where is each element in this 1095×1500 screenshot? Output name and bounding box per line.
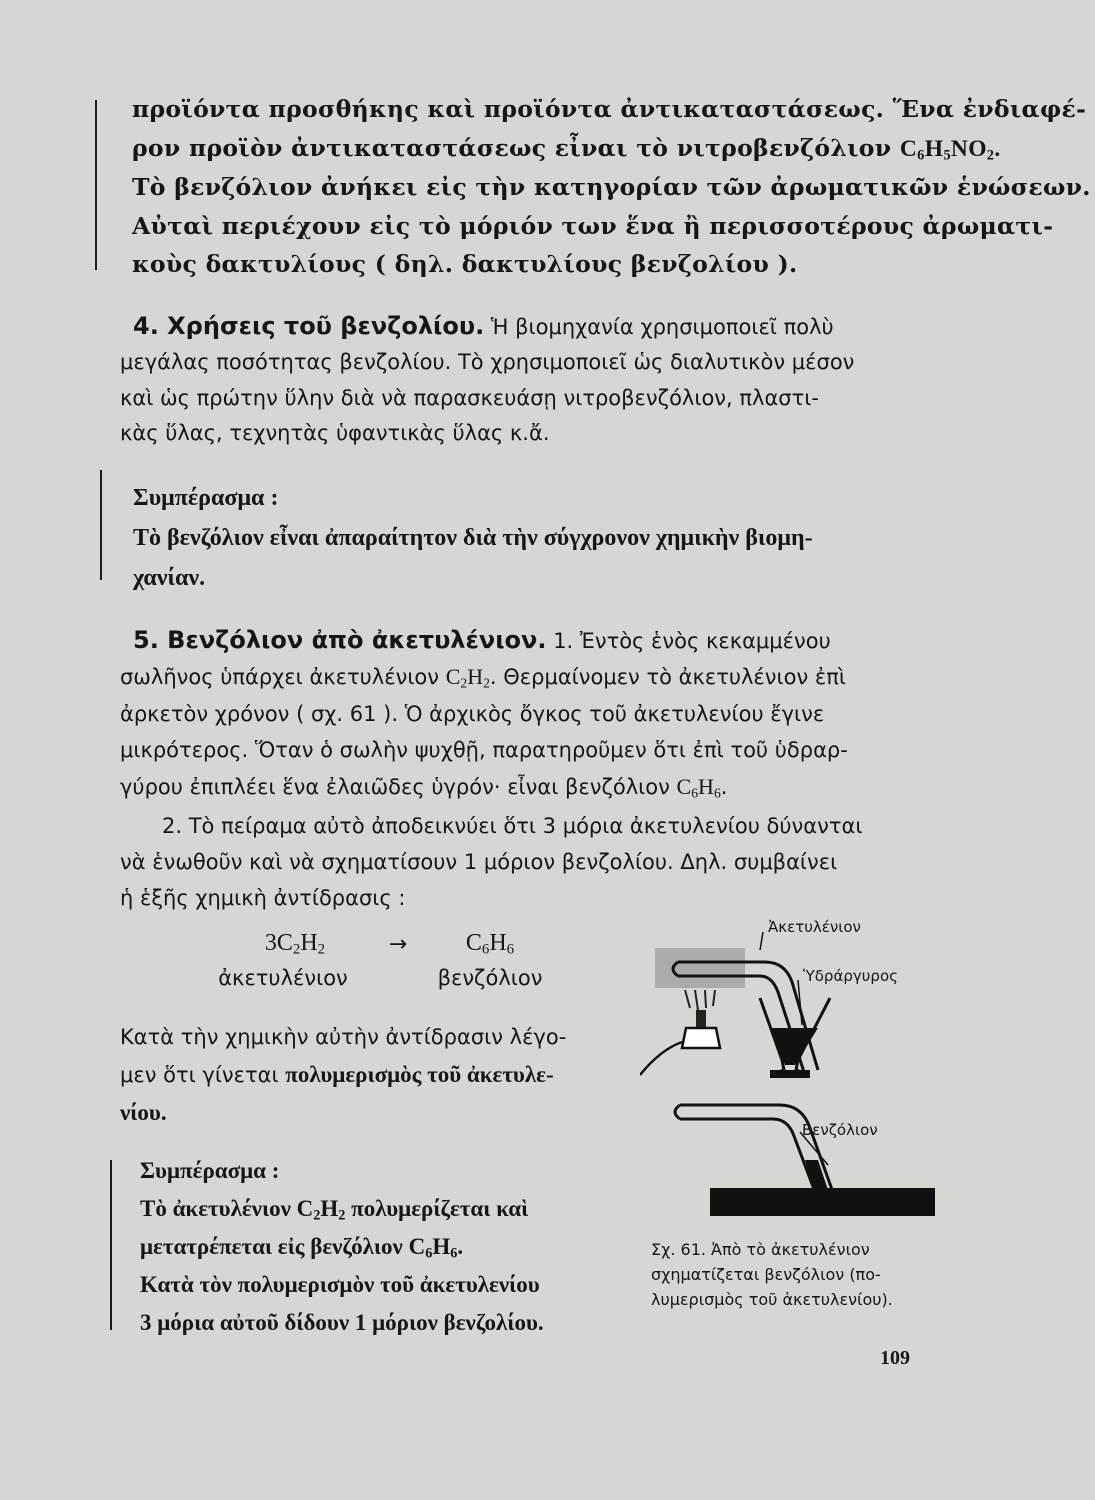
text-line: καὶ ὡς πρώτην ὕλην διὰ νὰ παρασκευάσῃ νιτροβενζόλιον, πλαστι-: [120, 385, 819, 410]
text-line: Τὸ βενζόλιον ἀνήκει εἰς τὴν κατηγορίαν τῶν ἀρωματικῶν ἑνώσεων.: [132, 173, 1091, 201]
text-span: πολυμερίζεται καὶ: [345, 1196, 529, 1221]
text-line: [140, 1190, 640, 1228]
gas-hose: [640, 1042, 682, 1075]
bold-term: πολυμερισμὸς τοῦ ἀκετυλε-: [285, 1062, 554, 1087]
text-span: Ἡ βιομηχανία χρησιμοποιεῖ πολὺ: [484, 315, 834, 339]
benzene-formula: [677, 774, 721, 799]
formula-sub: 5: [943, 147, 951, 164]
section-4-heading: 4. Χρήσεις τοῦ βενζολίου.: [133, 312, 485, 340]
conclusion-label: Συμπέρασμα :: [133, 485, 279, 511]
formula-sub: 6: [506, 941, 515, 958]
text-span: .: [720, 774, 728, 799]
formula-part: H: [320, 1196, 339, 1221]
text-line: [132, 129, 1001, 169]
caption-line: λυμερισμὸς τοῦ ἀκετυλενίου).: [651, 1290, 893, 1309]
formula-sub: 2: [460, 675, 468, 691]
burner-flame: [685, 990, 715, 1010]
text-line: Κατὰ τὸν πολυμερισμὸν τοῦ ἀκετυλενίου: [140, 1272, 540, 1297]
formula-part: H: [467, 664, 484, 689]
margin-rule-conclusion1: [100, 470, 102, 580]
formula-sub: 6: [691, 784, 699, 800]
conclusion-label: Συμπέρασμα :: [140, 1158, 280, 1183]
formula-sub: 2: [313, 1207, 321, 1224]
text-span: Τὸ ἀκετυλένιον: [140, 1196, 297, 1221]
formula-sub: 2: [292, 941, 301, 958]
label-mercury: Ὑδράργυρος: [803, 967, 898, 985]
conclusion-box-1: [133, 478, 933, 598]
caption-line: σχηματίζεται βενζόλιον (πο-: [651, 1265, 881, 1284]
section-5-paragraph: [120, 659, 930, 805]
reactant-name: ἀκετυλένιον: [218, 966, 348, 990]
text-line: [120, 1094, 640, 1132]
text-span: μετατρέπεται εἰς βενζόλιον: [140, 1234, 409, 1259]
nitrobenzene-formula: [900, 136, 1001, 162]
heating-zone: [655, 948, 745, 988]
formula-sub: 6: [481, 941, 490, 958]
text-line: [120, 659, 930, 696]
formula-sub: 6: [425, 1245, 433, 1262]
acetylene-formula: [446, 664, 490, 689]
text-span: .: [457, 1234, 464, 1259]
mercury-trough: [710, 1188, 935, 1216]
formula-sub: 2: [317, 941, 326, 958]
text-span: 1. Ἐντὸς ἑνὸς κεκαμμένου: [546, 629, 831, 653]
formula-part: C: [408, 1234, 426, 1259]
formula-sub: 6: [450, 1245, 458, 1262]
figure-61: [640, 910, 940, 1250]
reaction-paragraph: [120, 808, 930, 916]
margin-rule-conclusion2: [110, 1160, 112, 1330]
formula-part: H: [698, 773, 714, 799]
text-line: μεγάλας ποσότητας βενζολίου. Τὸ χρησιμοποιεῖ ὡς διαλυτικὸν μέσον: [120, 350, 855, 374]
burner-head: [696, 1010, 706, 1028]
text-line: [120, 1056, 640, 1094]
polymerization-paragraph: [120, 1018, 640, 1132]
cooled-tube-bottom: [680, 1119, 818, 1200]
text-line: κὰς ὕλας, τεχνητὰς ὑφαντικὰς ὕλας κ.ἄ.: [120, 421, 550, 445]
formula-part: H: [432, 1234, 451, 1259]
formula-part: C: [899, 135, 918, 162]
text-line: προϊόντα προσθήκης καὶ προϊόντα ἀντικαταστάσεως. Ἕνα ἐνδιαφέ-: [132, 95, 1087, 123]
formula-sub: 2: [483, 675, 490, 691]
leader-acetylene: [760, 932, 763, 950]
formula-sub: 2: [338, 1207, 346, 1224]
text-line: κοὺς δακτυλίους ( δηλ. δακτυλίους βενζολίου ).: [132, 250, 798, 278]
text-line: [140, 1228, 640, 1266]
formula-part: .: [994, 135, 1001, 162]
reaction-arrow: →: [388, 932, 408, 957]
label-acetylene: Ἀκετυλένιον: [768, 918, 861, 936]
apparatus-illustration: [640, 910, 940, 1250]
product-name: βενζόλιον: [437, 966, 543, 990]
text-span: σωλῆνος ὑπάρχει ἀκετυλένιον: [120, 665, 446, 689]
conclusion-box-2: [140, 1152, 640, 1342]
figure-caption: [651, 1237, 941, 1312]
formula-part: C: [296, 1196, 314, 1221]
section-4-paragraph: [120, 345, 930, 452]
text-span: μεν ὅτι γίνεται: [120, 1063, 286, 1087]
text-line: Κατὰ τὴν χημικὴν αὐτὴν ἀντίδρασιν λέγο-: [120, 1025, 567, 1049]
formula-part: C: [465, 930, 482, 956]
section-5-heading-line: [133, 622, 933, 660]
bold-term: νίου.: [120, 1100, 167, 1125]
text-line: χανίαν.: [133, 565, 206, 591]
text-span: . Θερμαίνομεν τὸ ἀκετυλένιον ἐπὶ: [489, 665, 846, 689]
text-line: 3 μόρια αὐτοῦ δίδουν 1 μόριον βενζολίου.: [140, 1310, 544, 1335]
text-line: νὰ ἑνωθοῦν καὶ νὰ σχηματίσουν 1 μόριον βενζολίου. Δηλ. συμβαίνει: [120, 850, 838, 874]
formula-part: C: [445, 664, 461, 689]
section-4-heading-line: [133, 308, 933, 346]
formula-part: H: [300, 930, 318, 956]
text-line: ἡ ἑξῆς χημικὴ ἀντίδρασις :: [120, 886, 406, 910]
formula-part: NO: [950, 135, 987, 162]
label-benzene: Βενζόλιον: [802, 1121, 878, 1139]
formula-part: C: [676, 773, 692, 799]
cooled-tube-end: [675, 1105, 680, 1119]
margin-rule-top: [95, 100, 97, 270]
formula-part: H: [924, 135, 944, 162]
product-formula: [440, 930, 540, 957]
formula-part: C: [276, 930, 293, 956]
caption-line: Σχ. 61. Ἀπὸ τὸ ἀκετυλένιον: [651, 1240, 870, 1259]
formula-sub: 6: [917, 147, 925, 164]
text-line: Τὸ βενζόλιον εἶναι ἀπαραίτητον διὰ τὴν σύγχρονον χημικὴν βιομη-: [133, 525, 813, 551]
text-line: Αὐταὶ περιέχουν εἰς τὸ μόριόν των ἕνα ἢ περισσοτέρους ἀρωματι-: [132, 211, 1054, 240]
intro-paragraph: [132, 90, 1091, 284]
formula-sub: 6: [713, 784, 721, 800]
formula-part: 3: [264, 930, 277, 956]
page-number: 109: [880, 1347, 910, 1369]
text-line: 2. Τὸ πείραμα αὐτὸ ἀποδεικνύει ὅτι 3 μόρια ἀκετυλενίου δύνανται: [162, 814, 863, 838]
text-line: ἀρκετὸν χρόνον ( σχ. 61 ). Ὁ ἀρχικὸς ὄγκος τοῦ ἀκετυλενίου ἔγινε: [120, 701, 825, 726]
text-line: [120, 769, 930, 806]
section-5-heading: 5. Βενζόλιον ἀπὸ ἀκετυλένιον.: [133, 626, 547, 654]
text-line: μικρότερος. Ὅταν ὁ σωλὴν ψυχθῇ, παρατηροῦμεν ὅτι ἐπὶ τοῦ ὑδραρ-: [120, 738, 848, 762]
formula-part: H: [489, 930, 507, 956]
beaker-base: [770, 1070, 810, 1078]
burner-base: [682, 1028, 720, 1048]
formula-sub: 2: [986, 147, 995, 164]
text-span: γύρου ἐπιπλέει ἕνα ἐλαιῶδες ὑγρόν· εἶναι βενζόλιον: [120, 774, 677, 799]
text-span: ρον προϊὸν ἀντικαταστάσεως εἶναι τὸ νιτροβενζόλιον: [132, 133, 900, 162]
reactant-formula: [240, 930, 350, 957]
